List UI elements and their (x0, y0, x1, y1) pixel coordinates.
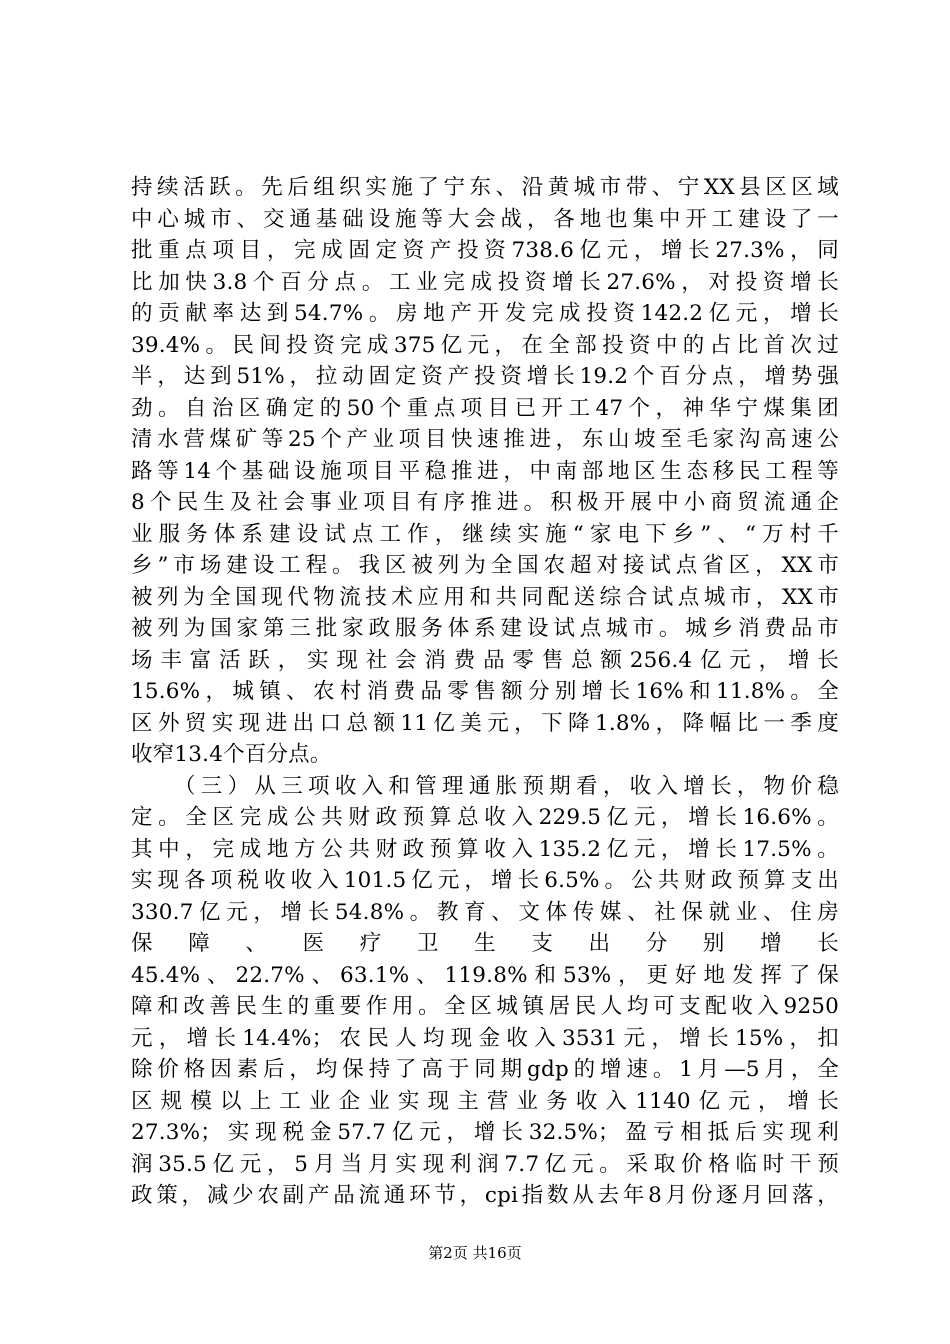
text-line: 持续活跃。先后组织实施了宁东、沿黄城市带、宁XX县区区域 (131, 175, 839, 200)
text-line: 的贡献率达到54.7%。房地产开发完成投资142.2亿元，增长 (131, 301, 839, 326)
text-line: 45.4%、22.7%、63.1%、119.8%和53%，更好地发挥了保 (131, 962, 839, 988)
text-line: 被列为国家第三批家政服务体系建设试点城市。城乡消费品市 (131, 616, 839, 641)
text-line: 场丰富活跃，实现社会消费品零售总额256.4亿元，增长 (131, 647, 839, 673)
paragraph-end-line: 收窄13.4个百分点。 (131, 742, 332, 767)
text-line: 区规模以上工业企业实现主营业务收入1140亿元，增长 (131, 1088, 839, 1114)
text-line: 批重点项目，完成固定资产投资738.6亿元，增长27.3%，同 (131, 238, 839, 263)
text-line: 区外贸实现进出口总额11亿美元，下降1.8%，降幅比一季度 (131, 710, 839, 736)
text-line: 除价格因素后，均保持了高于同期gdp的增速。1月—5月，全 (131, 1057, 839, 1082)
text-line: 保障、医疗卫生支出分别增长 (131, 931, 839, 956)
text-line: 39.4%。民间投资完成375亿元，在全部投资中的占比首次过 (131, 332, 839, 358)
text-line: 路等14个基础设施项目平稳推进，中南部地区生态移民工程等 (131, 458, 839, 484)
text-line: 比加快3.8个百分点。工业完成投资增长27.6%，对投资增长 (131, 269, 839, 295)
text-line: 半，达到51%，拉动固定资产投资增长19.2个百分点，增势强 (131, 364, 839, 389)
body-text (131, 172, 839, 1212)
text-line: 乡”市场建设工程。我区被列为全国农超对接试点省区，XX市 (131, 553, 839, 578)
text-line: 劲。自治区确定的50个重点项目已开工47个，神华宁煤集团 (131, 395, 839, 421)
text-line: 27.3%；实现税金57.7亿元，增长32.5%；盈亏相抵后实现利 (131, 1120, 839, 1145)
text-line: 8个民生及社会事业项目有序推进。积极开展中小商贸流通企 (131, 490, 839, 515)
page-footer (0, 1243, 950, 1263)
text-line: 15.6%，城镇、农村消费品零售额分别增长16%和11.8%。全 (131, 679, 839, 704)
page-number: 第2页 共16页 (428, 1244, 522, 1262)
text-line: 障和改善民生的重要作用。全区城镇居民人均可支配收入9250 (131, 994, 839, 1019)
text-line: 政策，减少农副产品流通环节，cpi指数从去年8月份逐月回落， (131, 1183, 839, 1208)
text-line: 实现各项税收收入101.5亿元，增长6.5%。公共财政预算支出 (131, 868, 839, 893)
text-line: 330.7亿元，增长54.8%。教育、文体传媒、社保就业、住房 (131, 899, 839, 925)
text-line: 被列为全国现代物流技术应用和共同配送综合试点城市，XX市 (131, 584, 839, 610)
text-line: 其中，完成地方公共财政预算收入135.2亿元，增长17.5%。 (131, 836, 839, 862)
text-line: 清水营煤矿等25个产业项目快速推进，东山坡至毛家沟高速公 (131, 427, 839, 452)
text-line: 业服务体系建设试点工作，继续实施“家电下乡”、“万村千 (131, 521, 839, 547)
text-line: 元，增长14.4%；农民人均现金收入3531元，增长15%，扣 (131, 1025, 839, 1051)
text-line: 中心城市、交通基础设施等大会战，各地也集中开工建设了一 (131, 206, 839, 232)
paragraph-start-line: （三）从三项收入和管理通胀预期看，收入增长，物价稳 (174, 773, 839, 799)
text-line: 定。全区完成公共财政预算总收入229.5亿元，增长16.6%。 (131, 805, 839, 830)
text-line: 润35.5亿元，5月当月实现利润7.7亿元。采取价格临时干预 (131, 1151, 839, 1177)
